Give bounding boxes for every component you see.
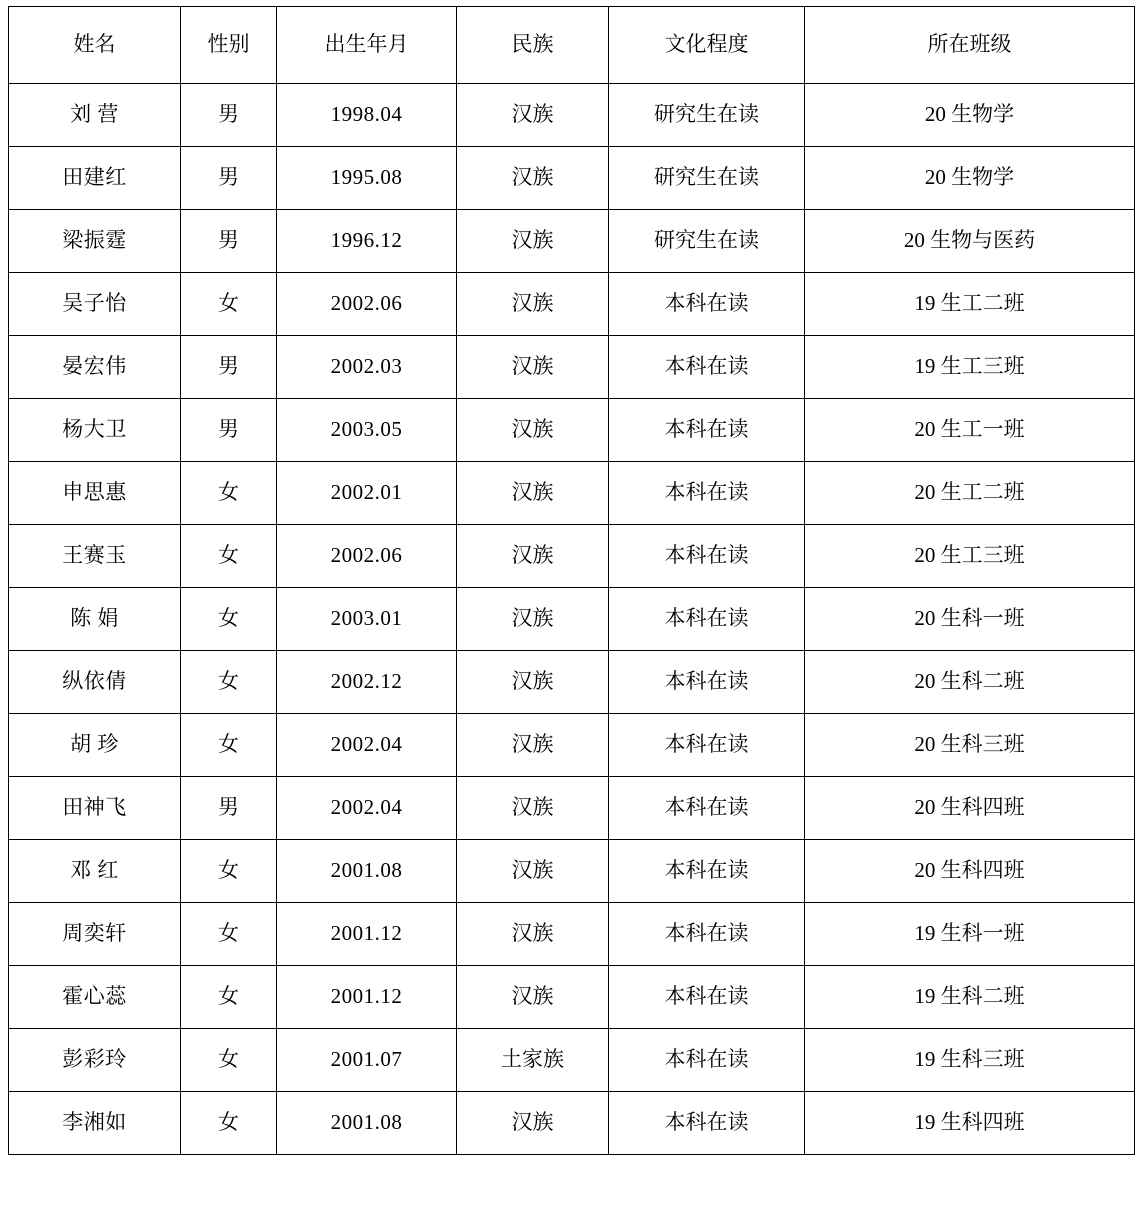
table-row <box>9 1092 1135 1155</box>
cell-education: 本科在读 <box>609 273 805 336</box>
cell-gender: 男 <box>181 147 277 210</box>
cell-ethnicity: 土家族 <box>457 1029 609 1092</box>
cell-ethnicity: 汉族 <box>457 1092 609 1155</box>
table-row <box>9 399 1135 462</box>
student-roster-table <box>8 6 1135 1155</box>
cell-birth: 2002.06 <box>277 525 457 588</box>
table-row <box>9 462 1135 525</box>
cell-ethnicity: 汉族 <box>457 966 609 1029</box>
cell-gender: 女 <box>181 273 277 336</box>
cell-class: 20 生物学 <box>805 84 1135 147</box>
cell-name: 吴子怡 <box>9 273 181 336</box>
cell-class: 19 生科二班 <box>805 966 1135 1029</box>
cell-education: 本科在读 <box>609 651 805 714</box>
cell-birth: 2001.07 <box>277 1029 457 1092</box>
table-row <box>9 336 1135 399</box>
column-header-birth: 出生年月 <box>277 7 457 84</box>
cell-gender: 女 <box>181 966 277 1029</box>
cell-class: 20 生工二班 <box>805 462 1135 525</box>
column-header-gender: 性别 <box>181 7 277 84</box>
column-header-class: 所在班级 <box>805 7 1135 84</box>
cell-gender: 女 <box>181 1092 277 1155</box>
cell-education: 本科在读 <box>609 966 805 1029</box>
cell-class: 20 生工三班 <box>805 525 1135 588</box>
cell-birth: 2001.12 <box>277 966 457 1029</box>
cell-class: 20 生科三班 <box>805 714 1135 777</box>
cell-gender: 女 <box>181 462 277 525</box>
cell-name: 彭彩玲 <box>9 1029 181 1092</box>
cell-education: 本科在读 <box>609 840 805 903</box>
cell-education: 本科在读 <box>609 777 805 840</box>
cell-gender: 男 <box>181 777 277 840</box>
cell-gender: 女 <box>181 651 277 714</box>
cell-name: 胡 珍 <box>9 714 181 777</box>
cell-education: 本科在读 <box>609 525 805 588</box>
cell-ethnicity: 汉族 <box>457 903 609 966</box>
cell-ethnicity: 汉族 <box>457 588 609 651</box>
cell-name: 王赛玉 <box>9 525 181 588</box>
cell-education: 本科在读 <box>609 714 805 777</box>
cell-gender: 女 <box>181 714 277 777</box>
cell-education: 研究生在读 <box>609 84 805 147</box>
cell-name: 晏宏伟 <box>9 336 181 399</box>
column-header-education: 文化程度 <box>609 7 805 84</box>
table-row <box>9 1029 1135 1092</box>
table-row <box>9 714 1135 777</box>
cell-birth: 2002.04 <box>277 777 457 840</box>
table-row <box>9 588 1135 651</box>
cell-ethnicity: 汉族 <box>457 462 609 525</box>
cell-name: 杨大卫 <box>9 399 181 462</box>
cell-birth: 2001.08 <box>277 840 457 903</box>
cell-ethnicity: 汉族 <box>457 840 609 903</box>
cell-name: 邓 红 <box>9 840 181 903</box>
cell-name: 申思惠 <box>9 462 181 525</box>
table-row <box>9 147 1135 210</box>
cell-class: 20 生工一班 <box>805 399 1135 462</box>
cell-class: 20 生物学 <box>805 147 1135 210</box>
cell-education: 本科在读 <box>609 462 805 525</box>
table-row <box>9 966 1135 1029</box>
cell-ethnicity: 汉族 <box>457 210 609 273</box>
cell-birth: 2002.12 <box>277 651 457 714</box>
cell-birth: 2002.04 <box>277 714 457 777</box>
table-row <box>9 525 1135 588</box>
cell-name: 田建红 <box>9 147 181 210</box>
table-row <box>9 903 1135 966</box>
cell-birth: 2002.03 <box>277 336 457 399</box>
cell-birth: 2001.12 <box>277 903 457 966</box>
cell-name: 李湘如 <box>9 1092 181 1155</box>
cell-gender: 男 <box>181 210 277 273</box>
cell-birth: 2003.05 <box>277 399 457 462</box>
cell-gender: 女 <box>181 588 277 651</box>
cell-gender: 男 <box>181 336 277 399</box>
table-row <box>9 210 1135 273</box>
cell-ethnicity: 汉族 <box>457 336 609 399</box>
cell-class: 20 生科四班 <box>805 777 1135 840</box>
cell-ethnicity: 汉族 <box>457 651 609 714</box>
cell-class: 20 生科一班 <box>805 588 1135 651</box>
cell-gender: 女 <box>181 903 277 966</box>
cell-class: 19 生工三班 <box>805 336 1135 399</box>
cell-name: 纵依倩 <box>9 651 181 714</box>
cell-ethnicity: 汉族 <box>457 147 609 210</box>
column-header-ethnicity: 民族 <box>457 7 609 84</box>
cell-education: 本科在读 <box>609 903 805 966</box>
cell-education: 本科在读 <box>609 399 805 462</box>
cell-class: 19 生科四班 <box>805 1092 1135 1155</box>
cell-class: 20 生科二班 <box>805 651 1135 714</box>
cell-gender: 男 <box>181 84 277 147</box>
table-row <box>9 840 1135 903</box>
table-header-row <box>9 7 1135 84</box>
cell-ethnicity: 汉族 <box>457 777 609 840</box>
cell-gender: 男 <box>181 399 277 462</box>
cell-class: 20 生科四班 <box>805 840 1135 903</box>
cell-birth: 2003.01 <box>277 588 457 651</box>
table-row <box>9 84 1135 147</box>
cell-ethnicity: 汉族 <box>457 525 609 588</box>
cell-name: 陈 娟 <box>9 588 181 651</box>
cell-name: 霍心蕊 <box>9 966 181 1029</box>
cell-birth: 2002.06 <box>277 273 457 336</box>
column-header-name: 姓名 <box>9 7 181 84</box>
cell-education: 本科在读 <box>609 588 805 651</box>
cell-education: 研究生在读 <box>609 210 805 273</box>
cell-name: 田神飞 <box>9 777 181 840</box>
cell-education: 研究生在读 <box>609 147 805 210</box>
cell-class: 19 生科三班 <box>805 1029 1135 1092</box>
table-body <box>9 84 1135 1155</box>
cell-name: 梁振霆 <box>9 210 181 273</box>
cell-education: 本科在读 <box>609 1029 805 1092</box>
cell-class: 20 生物与医药 <box>805 210 1135 273</box>
cell-gender: 女 <box>181 525 277 588</box>
cell-name: 周奕轩 <box>9 903 181 966</box>
table-row <box>9 651 1135 714</box>
cell-education: 本科在读 <box>609 1092 805 1155</box>
cell-birth: 1995.08 <box>277 147 457 210</box>
cell-name: 刘 营 <box>9 84 181 147</box>
cell-ethnicity: 汉族 <box>457 714 609 777</box>
cell-birth: 1996.12 <box>277 210 457 273</box>
cell-gender: 女 <box>181 840 277 903</box>
cell-education: 本科在读 <box>609 336 805 399</box>
cell-birth: 1998.04 <box>277 84 457 147</box>
cell-ethnicity: 汉族 <box>457 399 609 462</box>
cell-ethnicity: 汉族 <box>457 84 609 147</box>
table-row <box>9 273 1135 336</box>
cell-ethnicity: 汉族 <box>457 273 609 336</box>
table-row <box>9 777 1135 840</box>
cell-class: 19 生科一班 <box>805 903 1135 966</box>
cell-birth: 2001.08 <box>277 1092 457 1155</box>
cell-class: 19 生工二班 <box>805 273 1135 336</box>
cell-birth: 2002.01 <box>277 462 457 525</box>
cell-gender: 女 <box>181 1029 277 1092</box>
